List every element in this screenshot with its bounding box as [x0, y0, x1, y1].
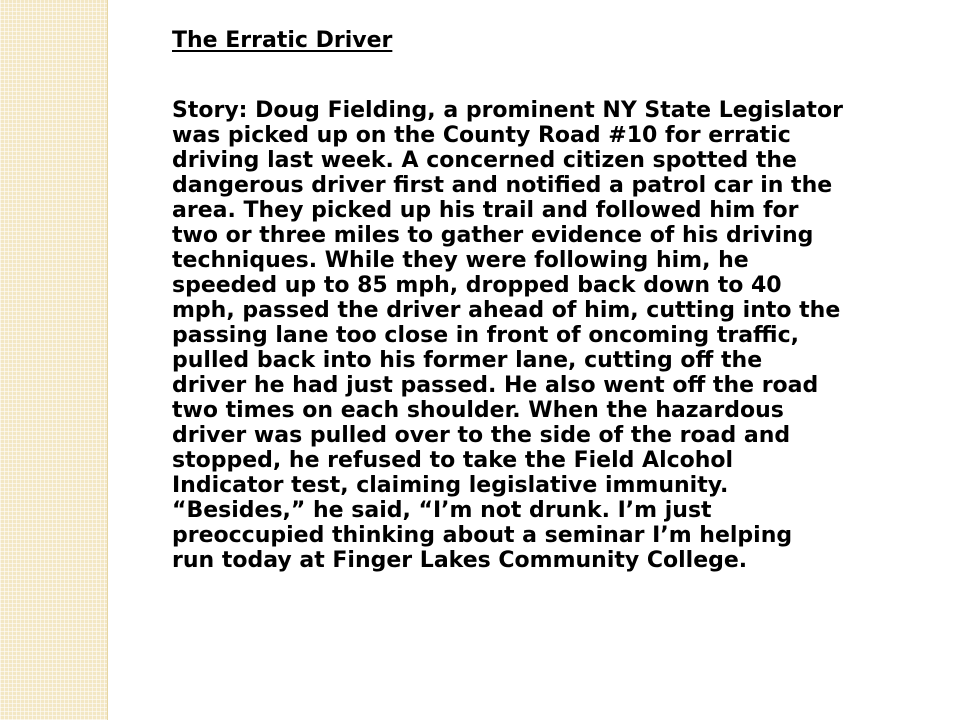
story-line: stopped, he refused to take the Field Alcohol — [172, 448, 734, 473]
decorative-side-band — [0, 0, 107, 720]
story-line: passing lane too close in front of oncoming traffic, — [172, 323, 799, 348]
story-line: pulled back into his former lane, cutting off the — [172, 348, 763, 373]
story-line: run today at Finger Lakes Community College. — [172, 548, 748, 573]
story-line: Story: Doug Fielding, a prominent NY State Legislator — [172, 98, 843, 123]
story-line: mph, passed the driver ahead of him, cutting into the — [172, 298, 841, 323]
story-line: preoccupied thinking about a seminar I’m helping — [172, 523, 793, 548]
story-line: driver he had just passed. He also went off the road — [172, 373, 819, 398]
story-line: dangerous driver first and notified a patrol car in the — [172, 173, 833, 198]
story-line: Indicator test, claiming legislative immunity. — [172, 473, 729, 498]
slide-title: The Erratic Driver — [172, 28, 393, 53]
story-line: driver was pulled over to the side of the road and — [172, 423, 791, 448]
story-line: two or three miles to gather evidence of his driving — [172, 223, 814, 248]
side-band-border — [107, 0, 108, 720]
story-line: area. They picked up his trail and followed him for — [172, 198, 799, 223]
story-line: driving last week. A concerned citizen spotted the — [172, 148, 797, 173]
story-line: speeded up to 85 mph, dropped back down to 40 — [172, 273, 782, 298]
story-line: was picked up on the County Road #10 for erratic — [172, 123, 791, 148]
story-line: two times on each shoulder. When the hazardous — [172, 398, 784, 423]
story-paragraph — [172, 98, 960, 573]
story-line: techniques. While they were following him, he — [172, 248, 749, 273]
story-line: “Besides,” he said, “I’m not drunk. I’m just — [172, 498, 712, 523]
